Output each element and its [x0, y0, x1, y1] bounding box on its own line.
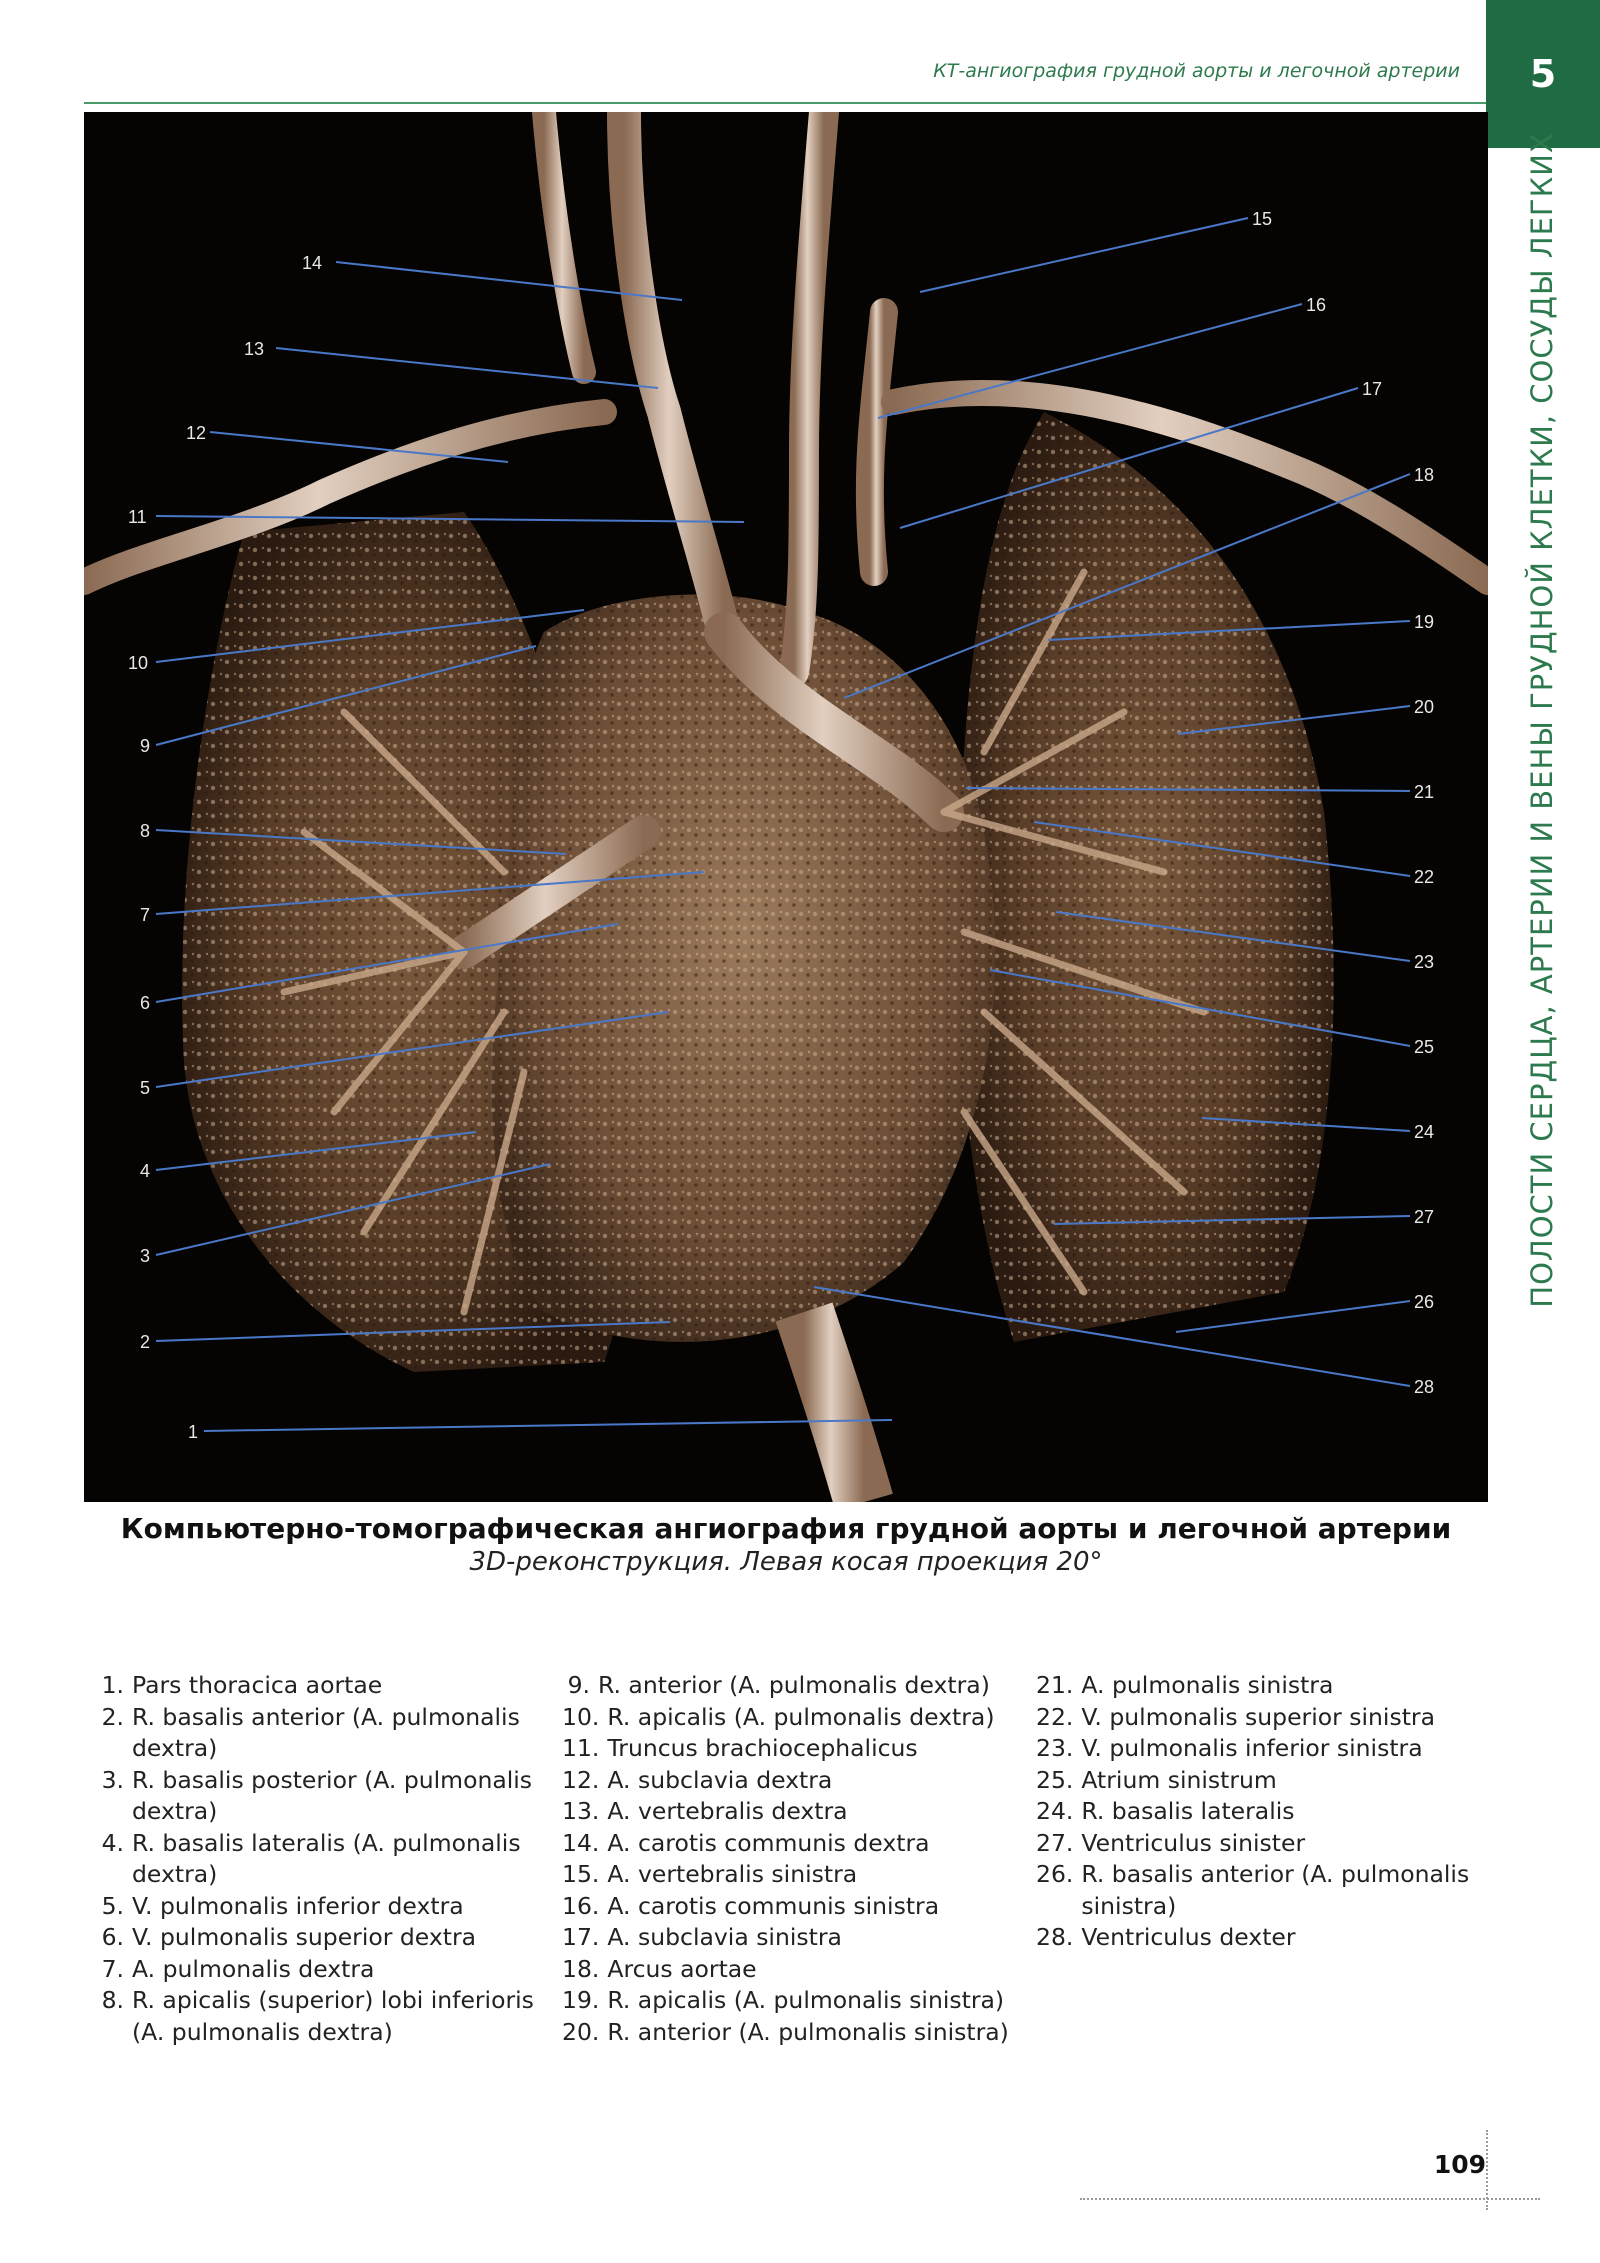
legend-num: 6. [101, 1923, 124, 1951]
legend-num: 14. [562, 1828, 600, 1857]
figure-label-16: 16 [1306, 295, 1327, 315]
legend-item [1036, 1828, 1506, 1860]
legend-num: 10. [562, 1702, 600, 1731]
legend-text: Truncus brachiocephalicus [607, 1734, 918, 1762]
legend-text: A. carotis communis sinistra [607, 1891, 940, 1920]
legend-item [562, 1765, 1012, 1797]
figure-label-28: 28 [1414, 1377, 1435, 1397]
legend-num: 27. [1036, 1828, 1074, 1857]
caption-subtitle: 3D-реконструкция. Левая косая проекция 20° [469, 1547, 1103, 1577]
figure-label-23: 23 [1414, 952, 1435, 972]
figure-label-5: 5 [140, 1078, 151, 1098]
figure-label-2: 2 [140, 1332, 151, 1352]
legend-text: A. vertebralis sinistra [607, 1860, 858, 1888]
figure-label-21: 21 [1414, 782, 1435, 802]
legend-item [562, 1670, 1012, 1702]
legend-item [562, 1702, 1012, 1734]
figure-label-17: 17 [1362, 379, 1383, 399]
legend-text: A. subclavia dextra [607, 1765, 833, 1794]
legend-num: 24. [1036, 1797, 1074, 1825]
figure-label-15: 15 [1252, 209, 1273, 229]
legend-text: R. anterior (A. pulmonalis sinistra) [607, 2017, 1009, 2046]
legend-item [562, 1985, 1012, 2017]
side-title: ПОЛОСТИ СЕРДЦА, АРТЕРИИ И ВЕНЫ ГРУДНОЙ КЛЕТКИ, СОСУДЫ ЛЕГКИХ [1525, 132, 1559, 1308]
legend-num: 5. [101, 1891, 124, 1920]
legend-item [562, 1733, 1012, 1765]
figure-label-7: 7 [140, 905, 151, 925]
legend-text: V. pulmonalis superior sinistra [1081, 1702, 1435, 1731]
legend-num: 7. [101, 1954, 124, 1983]
legend-num: 20. [562, 2017, 600, 2046]
legend-item [96, 1765, 536, 1828]
legend-item [96, 1954, 536, 1986]
figure-label-10: 10 [128, 653, 149, 673]
legend-num: 11. [562, 1734, 600, 1762]
legend-num: 4. [101, 1828, 124, 1857]
figure-label-26: 26 [1414, 1292, 1435, 1312]
legend-num: 13. [562, 1797, 600, 1825]
legend-num: 9. [567, 1671, 590, 1699]
figure-label-24: 24 [1414, 1122, 1435, 1142]
figure-label-6: 6 [140, 993, 151, 1013]
legend-num: 28. [1036, 1923, 1074, 1951]
legend-text: R. basalis anterior (A. pulmonalis sinistra) [1081, 1860, 1470, 1920]
legend-item [562, 1891, 1012, 1923]
legend-item [562, 2017, 1012, 2049]
legend-column-1 [96, 1670, 536, 2048]
figure-label-13: 13 [244, 339, 265, 359]
legend-num: 18. [562, 1954, 600, 1983]
legend-text: Atrium sinistrum [1081, 1765, 1277, 1794]
legend-item [562, 1922, 1012, 1954]
legend-text: R. apicalis (A. pulmonalis dextra) [607, 1702, 995, 1731]
legend-item [96, 1828, 536, 1891]
legend-item [96, 1891, 536, 1923]
legend-num: 3. [101, 1765, 124, 1794]
figure-label-14: 14 [302, 253, 323, 273]
legend-text: Ventriculus dexter [1081, 1923, 1296, 1951]
legend-text: R. basalis lateralis (A. pulmonalis dextra) [132, 1828, 521, 1888]
legend-text: R. basalis anterior (A. pulmonalis dextra) [132, 1702, 520, 1762]
legend-num: 16. [562, 1891, 600, 1920]
figure-label-3: 3 [140, 1246, 151, 1266]
legend-item [1036, 1670, 1506, 1702]
legend-num: 15. [562, 1860, 600, 1888]
legend-num: 25. [1036, 1765, 1074, 1794]
legend-text: A. carotis communis dextra [607, 1828, 930, 1857]
figure-label-22: 22 [1414, 867, 1435, 887]
header-rule [84, 102, 1488, 104]
legend-item [562, 1954, 1012, 1986]
legend-text: Arcus aortae [607, 1954, 757, 1983]
legend-text: R. basalis posterior (A. pulmonalis dextra) [132, 1765, 533, 1825]
ct-angiography-figure [84, 112, 1488, 1502]
legend-text: V. pulmonalis superior dextra [132, 1923, 477, 1951]
legend-item [96, 1985, 536, 2048]
legend-text: A. pulmonalis sinistra [1081, 1671, 1334, 1699]
legend-item [562, 1796, 1012, 1828]
legend-item [1036, 1765, 1506, 1797]
legend-num: 21. [1036, 1671, 1074, 1699]
side-title-container [1512, 120, 1572, 1320]
figure-label-27: 27 [1414, 1207, 1435, 1227]
legend-text: V. pulmonalis inferior sinistra [1081, 1734, 1423, 1762]
legend-column-2 [562, 1670, 1012, 2048]
legend-num: 23. [1036, 1734, 1074, 1762]
legend-item [1036, 1702, 1506, 1734]
figure-label-11: 11 [128, 507, 147, 527]
legend-column-3 [1036, 1670, 1506, 1954]
legend-text: Pars thoracica aortae [132, 1671, 383, 1699]
legend-num: 12. [562, 1765, 600, 1794]
legend-text: A. vertebralis dextra [607, 1797, 848, 1825]
page-number-rule-vertical [1486, 2130, 1488, 2210]
legend-num: 22. [1036, 1702, 1074, 1731]
figure-caption [84, 1512, 1488, 1577]
legend-num: 17. [562, 1923, 600, 1951]
legend-text: R. anterior (A. pulmonalis dextra) [598, 1671, 990, 1699]
figure-label-19: 19 [1414, 612, 1435, 632]
figure-label-4: 4 [140, 1161, 151, 1181]
legend-text: Ventriculus sinister [1081, 1828, 1306, 1857]
figure-label-1: 1 [188, 1422, 199, 1442]
legend-item [1036, 1859, 1506, 1922]
caption-title: Компьютерно-томографическая ангиография грудной аорты и легочной артерии [120, 1512, 1452, 1545]
legend-item [562, 1859, 1012, 1891]
legend-text: A. pulmonalis dextra [132, 1954, 375, 1983]
figure-label-18: 18 [1414, 465, 1435, 485]
chapter-tab: 5 [1486, 0, 1600, 148]
page-number-rule [1080, 2198, 1540, 2200]
legend-item [1036, 1733, 1506, 1765]
legend-num: 26. [1036, 1860, 1074, 1888]
figure-label-9: 9 [140, 736, 151, 756]
legend-num: 2. [101, 1702, 124, 1731]
page-number: 109 [1433, 2150, 1486, 2179]
legend-text: R. apicalis (superior) lobi inferioris (A. pulmonalis dextra) [132, 1986, 534, 2046]
legend-item [1036, 1796, 1506, 1828]
legend-text: V. pulmonalis inferior dextra [132, 1891, 464, 1920]
figure-label-12: 12 [186, 423, 207, 443]
legend-item [96, 1670, 536, 1702]
legend-item [96, 1922, 536, 1954]
legend-num: 1. [101, 1671, 124, 1699]
figure-label-25: 25 [1414, 1037, 1435, 1057]
running-header: КТ-ангиография грудной аорты и легочной артерии [933, 60, 1460, 82]
figure-label-8: 8 [140, 821, 151, 841]
legend-item [562, 1828, 1012, 1860]
legend-item [96, 1702, 536, 1765]
legend-text: R. basalis lateralis [1081, 1797, 1295, 1825]
legend-num: 19. [562, 1986, 600, 2014]
angiography-image [84, 112, 1488, 1502]
legend-num: 8. [101, 1986, 124, 2014]
legend-text: A. subclavia sinistra [607, 1923, 842, 1951]
figure-label-20: 20 [1414, 697, 1435, 717]
legend-text: R. apicalis (A. pulmonalis sinistra) [607, 1986, 1005, 2014]
legend-item [1036, 1922, 1506, 1954]
